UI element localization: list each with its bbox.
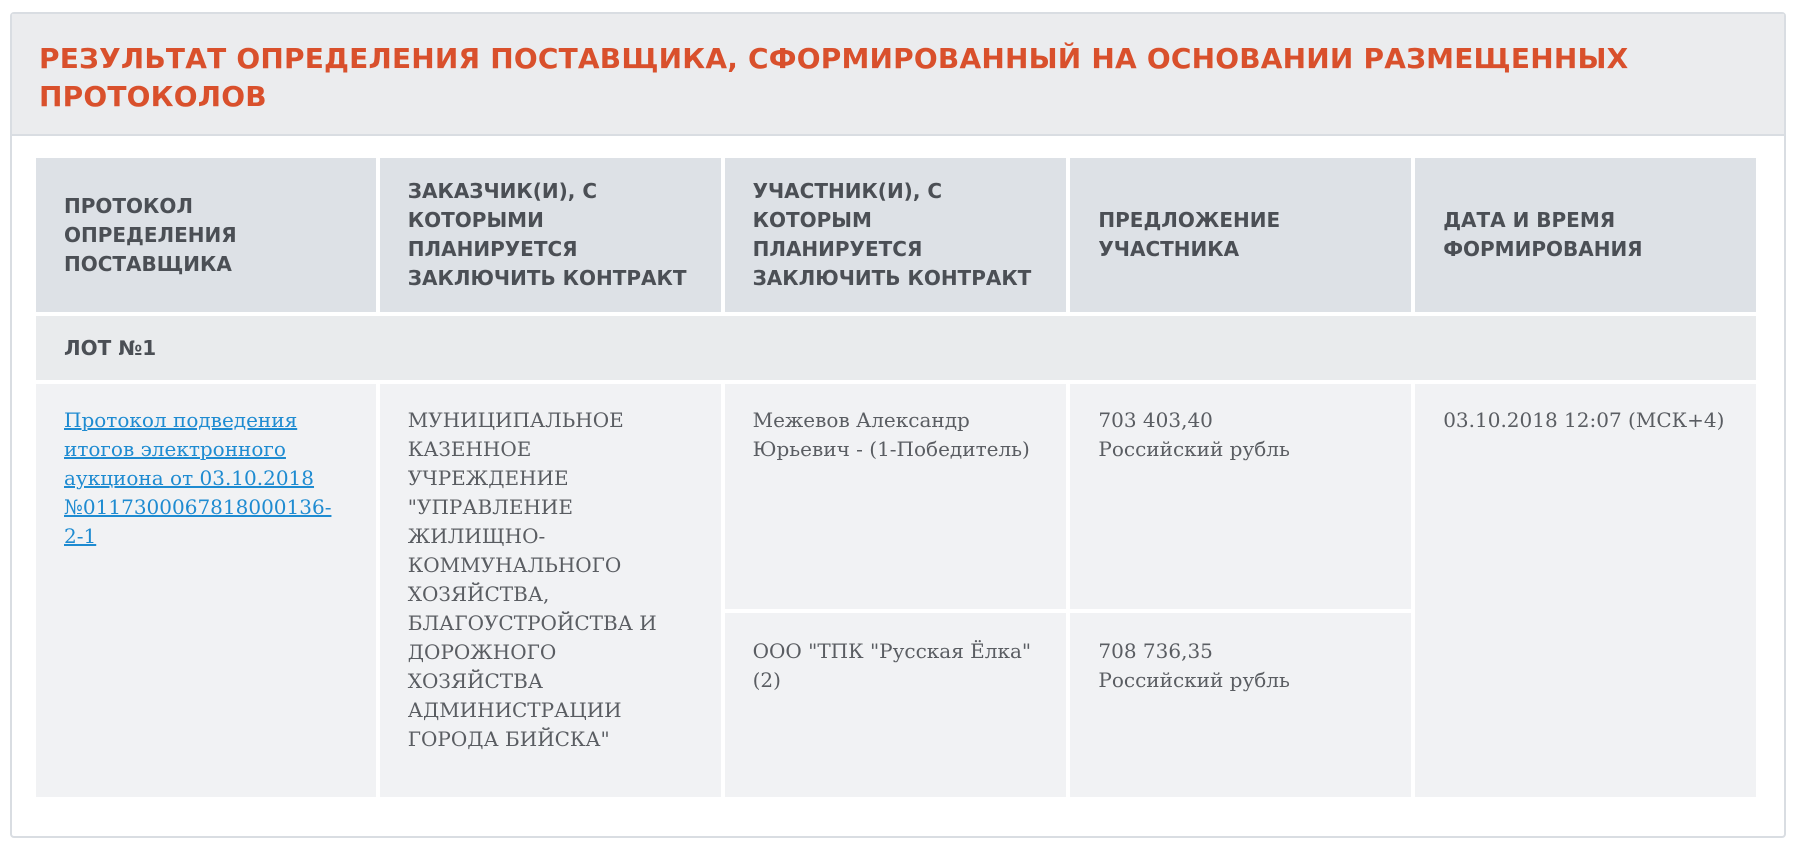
table-header-row [36, 158, 1756, 312]
offer-currency: Российский рубль [1098, 437, 1290, 461]
lot-row [36, 316, 1756, 380]
participant-offer [1070, 613, 1411, 797]
results-table [32, 154, 1760, 801]
datetime-cell: 03.10.2018 12:07 (МСК+4) [1415, 384, 1756, 797]
header-protocol: ПРОТОКОЛ ОПРЕДЕЛЕНИЯ ПОСТАВЩИКА [36, 158, 376, 312]
customer-cell: МУНИЦИПАЛЬНОЕ КАЗЕННОЕ УЧРЕЖДЕНИЕ "УПРАВЛЕНИЕ ЖИЛИЩНО-КОММУНАЛЬНОГО ХОЗЯЙСТВА, БЛАГОУСТРОЙСТВА И ДОРОЖНОГО ХОЗЯЙСТВА АДМИНИСТРАЦИИ ГОРОДА БИЙСКА" [380, 384, 721, 797]
header-datetime: ДАТА И ВРЕМЯ ФОРМИРОВАНИЯ [1415, 158, 1756, 312]
protocol-link[interactable]: Протокол подведения итогов электронного аукциона от 03.10.2018 №0117300067818000136-2-1 [64, 408, 332, 548]
table-row [36, 384, 1756, 609]
panel-header [12, 14, 1784, 136]
offer-amount: 708 736,35 [1098, 639, 1213, 663]
offer-currency: Российский рубль [1098, 668, 1290, 692]
header-participant: УЧАСТНИК(И), С КОТОРЫМ ПЛАНИРУЕТСЯ ЗАКЛЮЧИТЬ КОНТРАКТ [725, 158, 1067, 312]
protocol-cell [36, 384, 376, 797]
participant-name: Межевов Александр Юрьевич - (1-Победитель) [725, 384, 1067, 609]
offer-amount: 703 403,40 [1098, 408, 1213, 432]
participant-name: ООО "ТПК "Русская Ёлка"(2) [725, 613, 1067, 797]
lot-label: ЛОТ №1 [36, 316, 1756, 380]
header-offer: ПРЕДЛОЖЕНИЕ УЧАСТНИКА [1070, 158, 1411, 312]
panel-title: РЕЗУЛЬТАТ ОПРЕДЕЛЕНИЯ ПОСТАВЩИКА, СФОРМИРОВАННЫЙ НА ОСНОВАНИИ РАЗМЕЩЕННЫХ ПРОТОКОЛОВ [39, 42, 1629, 113]
participant-offer [1070, 384, 1411, 609]
header-customer: ЗАКАЗЧИК(И), С КОТОРЫМИ ПЛАНИРУЕТСЯ ЗАКЛЮЧИТЬ КОНТРАКТ [380, 158, 721, 312]
